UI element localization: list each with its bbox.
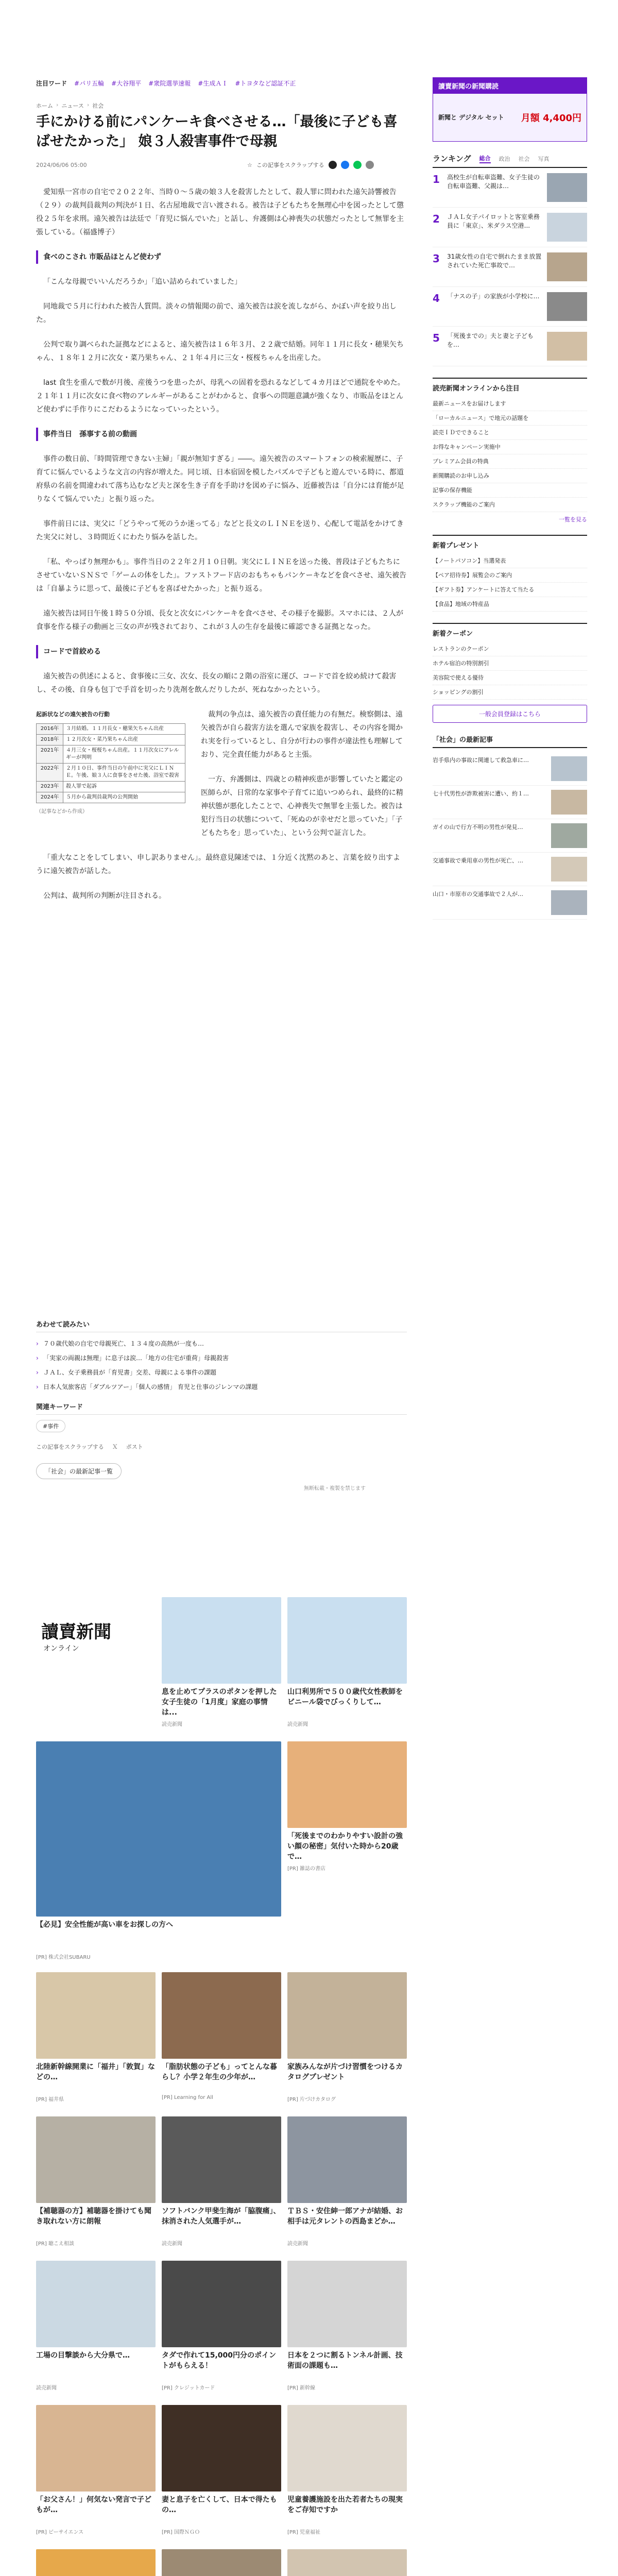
subscription-text: 新聞と デジタル セット (438, 114, 504, 121)
card-source: 読売新聞 (162, 1722, 182, 1727)
recommend-card[interactable] (36, 2261, 156, 2396)
card-title: ソフトバンク甲斐生海が「脇腹痛」、抹消された人気選手が… (162, 2207, 281, 2226)
card-source: [PR] 新幹線 (287, 2385, 315, 2391)
breadcrumb-society[interactable]: 社会 (92, 103, 104, 109)
card-image (36, 1972, 156, 2059)
recommend-card[interactable] (287, 2116, 407, 2251)
card-image (162, 2116, 281, 2203)
brand-banner[interactable] (36, 1597, 156, 1732)
ranking-item[interactable]: 1 高校生が自転車盗難、女子生徒の自転車盗難、父親は… (433, 168, 587, 208)
keywords-title: 関連キーワード (36, 1401, 407, 1415)
card-title: 北陸新幹線開業に「福井」「敦賀」などの… (36, 2063, 155, 2081)
related-link[interactable]: › ＪＡＬ、女子乗務員が「育児書」交差、母親による事件の課題 (36, 1365, 407, 1380)
recommend-card[interactable] (287, 2405, 407, 2540)
article-paragraph: 「私、やっぱり無理かも」。事件当日の２２年２月１０日朝。実父にＬＩＮＥを送った後、普段は子どもたちにさせていないＳＮＳで「ゲームの体をした」。ファストフード店のおもちゃもパンケーキなどを食べさせ、遠矢被告は「自暴ように思って、最後に子どもを喜ばせたかった」と振り返る。 (36, 558, 407, 593)
right-column (433, 77, 587, 920)
card-image (287, 2116, 407, 2203)
ranking-title: ランキング (433, 154, 471, 163)
card-image (36, 1741, 281, 1917)
featured-link[interactable]: お得なキャンペーン実施中 (433, 440, 587, 454)
copyright: 無断転載・複製を禁じます (304, 1486, 366, 1492)
coupon-link[interactable]: ホテル宿泊の特別割引 (433, 656, 587, 671)
article-paragraph: 裁判の争点は、遠矢被告の責任能力の有無だ。検察側は、遠矢被告が自ら殺害方法を選んで家族を殺害し、その内容を聞かれ実を行っているとし、自分が行わの事件が違法性も理解しており、完全責任能力があると主張。 (201, 710, 403, 759)
related-links (36, 1319, 407, 1394)
present-link[interactable]: 【食品】地域の特産品 (433, 597, 587, 612)
card-image (36, 2116, 156, 2203)
recommend-card[interactable] (162, 2116, 281, 2251)
ranking-item[interactable]: 3 31歳女性の自宅で倒れたまま放置されていた死亡事故で… (433, 247, 587, 287)
more-link[interactable]: 一覧を見る (559, 516, 587, 523)
card-source: [PR] 児童福祉 (287, 2530, 320, 2535)
article-paragraph: 同地裁で５月に行われた被告人質問。淡々の情報聞の前で、遠矢被告は涙を流しながら、かぼい声を絞り出した。 (36, 302, 397, 324)
card-source: 読売新聞 (162, 2241, 182, 2247)
article-paragraph: 公判は、裁判所の判断が注目される。 (43, 892, 166, 900)
tab-politics[interactable]: 政治 (499, 155, 510, 162)
timeline-table (36, 723, 185, 803)
related-link[interactable]: › 「実家の両親は無理」に息子は涙…「地方の住宅が重荷」母親殺害 (36, 1351, 407, 1365)
signup-button[interactable]: 一般会員登録はこちら (433, 705, 587, 723)
featured-link[interactable]: プレミアム会員の特典 (433, 454, 587, 469)
card-image (287, 1741, 407, 1828)
card-title: 家族みんなが片づけ習慣をつけるカタログプレゼント (287, 2063, 403, 2081)
breadcrumb: ホーム › ニュース › 社会 (36, 101, 104, 109)
article-paragraph: last 食生を重んで数が月後、産後うつを患ったが、母乳への固着を恐れるなどして４カ月ほどで通院をやめた。２１年１１月に次女に食べ物のアレルギーがあることがわかると、食事への問題意識が強くなり、市販品をほとんど使わずに手作りにこだわるようになっていったという。 (36, 379, 405, 414)
scrap-icon[interactable]: ☆ (247, 161, 252, 168)
tab-all[interactable]: 総合 (479, 154, 491, 163)
line-share-icon[interactable] (353, 161, 362, 169)
subscription-price: 月額 4,400円 (521, 113, 581, 124)
featured-link[interactable]: 「ローカルニュース」で地元の話題を (433, 411, 587, 426)
recommend-card[interactable] (162, 2261, 281, 2396)
card-source: 読売新聞 (287, 2241, 308, 2247)
table-row: 2018年 １２月次女・菜乃果ちゃん出産 (37, 735, 185, 745)
card-image (287, 2549, 407, 2576)
card-title: 【必見】安全性能が高い車をお探しの方へ (36, 1921, 173, 1929)
recommend-card[interactable] (287, 1741, 407, 1876)
card-title: 「お父さん！」何気ない発言で子どもが… (36, 2496, 151, 2514)
scrap-button[interactable]: この記事をスクラップする (36, 1444, 104, 1450)
tab-photo[interactable]: 写真 (538, 155, 550, 162)
coupon-link[interactable]: ショッピングの割引 (433, 685, 587, 700)
recommend-card[interactable] (287, 1972, 407, 2107)
breadcrumb-news[interactable]: ニュース (61, 103, 84, 109)
card-title: 「脂肪状態の子ども」ってとんな暮らし？小学２年生の少年が… (162, 2063, 277, 2081)
figure-source: （記事などから作成） (36, 809, 88, 815)
coupon-link[interactable]: レストランのクーポン (433, 642, 587, 656)
scrap-label[interactable]: この記事をスクラップする (256, 162, 324, 168)
subscription-banner[interactable] (433, 77, 587, 142)
card-source: [PR] 福井県 (36, 2097, 64, 2103)
tab-society[interactable]: 社会 (518, 155, 530, 162)
recommend-card[interactable] (36, 2549, 156, 2576)
recommend-card[interactable] (287, 1597, 407, 1732)
card-title: 日本を２つに割るトンネル計画、技術面の課題も… (287, 2351, 403, 2370)
card-source: [PR] ビーサイエンス (36, 2530, 84, 2535)
card-source: 読売新聞 (36, 2385, 57, 2391)
facebook-share-icon[interactable] (341, 161, 349, 169)
card-source: [PR] 雑誌の書店 (287, 1866, 325, 1872)
recommend-card[interactable] (287, 2549, 407, 2576)
recommend-card[interactable] (162, 2405, 281, 2540)
post-button[interactable]: ポスト (126, 1444, 143, 1450)
table-row: 2016年 ３月結婚。１１月長女・穂果矢ちゃん出産 (37, 724, 185, 735)
trend-chip[interactable]: # トヨタなど認証不正 (235, 79, 296, 88)
ranking-item[interactable]: 2 ＪＡＬ女子パイロットと客室乗務員に「東京」、米ダラス空港... (433, 208, 587, 247)
article-paragraph: 公判で取り調べられた証拠などによると、遠矢被告は１６年３月、２２歳で結婚。同年１１月に長女・穂果矢ちゃん、１８年１２月に次女・菜乃果ちゃん、２１年４月に三女・桜桜ちゃんを出産した。 (36, 341, 404, 362)
article-date: 2024/06/06 05:00 (36, 162, 87, 168)
recommend-card[interactable] (36, 2405, 156, 2540)
ranking-item[interactable]: 5 「死後までの」夫と妻と子どもを… (433, 327, 587, 366)
section-latest-title: 「社会」の最新記事 (433, 734, 587, 748)
card-image (162, 2405, 281, 2492)
recommend-card[interactable] (162, 1597, 281, 1732)
ranking (433, 153, 587, 366)
card-image: 讀賣新聞 オンライン (36, 1597, 156, 1684)
card-title: 工場の目撃談から大分県で… (36, 2351, 130, 2360)
x-post-button[interactable]: Ｘ (112, 1444, 118, 1450)
recommend-grid (36, 1597, 407, 2576)
related-title: あわせて読みたい (36, 1319, 407, 1332)
featured-link[interactable]: 読売ＩＤでできること (433, 426, 587, 440)
card-title: タダで作れて15,000円分のポイントがもらえる！ (162, 2351, 277, 2370)
recommend-card[interactable] (162, 2549, 281, 2576)
share-bar (247, 161, 374, 169)
card-image (36, 2261, 156, 2347)
recommend-card[interactable] (287, 2261, 407, 2396)
card-source: [PR] Learning for All (162, 2095, 213, 2100)
card-source: [PR] 国際ＮＧＯ (162, 2530, 200, 2535)
featured-link[interactable]: 記事の保存機能 (433, 483, 587, 498)
card-title: 山口利男所で５００歳代女性教師をビニール袋でびっくりして… (287, 1688, 403, 1706)
present-link[interactable]: 【ペア招待券】展覧会のご案内 (433, 568, 587, 583)
breadcrumb-home[interactable]: ホーム (36, 103, 53, 109)
present-box (433, 535, 587, 612)
trend-chip[interactable]: # 衆院選挙速報 (148, 79, 191, 88)
recommend-card[interactable] (36, 1972, 156, 2107)
card-title: 「死後までのわかりやすい設計の強い顔の秘密」気付いた時から20歳で… (287, 1832, 403, 1861)
coupon-box (433, 623, 587, 723)
card-title: ＴＢＳ・安住紳一郎アナが結婚、お相手は元タレントの西島まどか… (287, 2207, 403, 2226)
card-image (36, 2405, 156, 2492)
card-image (36, 2549, 156, 2576)
list-item[interactable]: 交通事故で乗用車の男性が死亡、… (433, 853, 587, 886)
trend-chip[interactable]: # 生成ＡＩ (198, 79, 228, 88)
card-title: 【補聴器の方】補聴器を掛けても聞き取れない方に朗報 (36, 2207, 151, 2226)
card-source: [PR] 片づけカタログ (287, 2097, 336, 2103)
ranking-item[interactable]: 4 「ナスの子」の家族が小学校に… (433, 287, 587, 327)
card-source: [PR] 株式会社SUBARU (36, 1955, 91, 1960)
present-link[interactable]: 【ノートパソコン】当選発表 (433, 554, 587, 568)
table-row: 2022年 ２月１０日、事件当日の午前中に実父にＬＩＮＥ。午後、娘３人に食事をさせた後、浴室で殺害 (37, 764, 185, 782)
table-row: 2023年 殺人罪で起訴 (37, 782, 185, 792)
card-title: 児童養護施設を出た若者たちの現実をご存知ですか (287, 2496, 403, 2514)
card-image (287, 1972, 407, 2059)
table-row: 2024年 ５月から裁判員裁判の公判開始 (37, 792, 185, 803)
article-paragraph: 一方、弁護側は、四歳との精神疾患が影響していたと鑑定の医師らが、日常的な家事や子育てに追いつめられ、最終的に精神状態が悪化したことで、心神喪失で無罪を主張した。被告は犯行当日の状態について、「死ぬのが幸せだと思っていた」「子どもたちを」思っていた」、という公判で証言した。 (201, 775, 403, 837)
present-link[interactable]: 【ギフト券】アンケートに答えて当たる (433, 583, 587, 597)
list-item[interactable]: 山口・市原市の交通事故で２人が… (433, 886, 587, 920)
featured-link[interactable]: スクラップ機能のご案内 (433, 498, 587, 512)
section-latest-button[interactable]: 「社会」の最新記事一覧 (36, 1463, 122, 1479)
article-paragraph: 遠矢被告は同日午後１時５０分頃、長女と次女にパンケーキを食べさせ、その様子を撮影。スマホには、２人が食事を作る様子の動画と三女の声が残されており、これが３人の生存を最後に確認できる証拠となった。 (36, 609, 404, 631)
article-body (36, 185, 407, 914)
card-image (162, 2549, 281, 2576)
figure-caption: 起訴状などの遠矢被告の行動 (36, 711, 110, 718)
trend-chip[interactable]: # パリ五輪 (74, 79, 104, 88)
card-source: [PR] クレジットカード (162, 2385, 215, 2391)
section-latest (433, 734, 587, 920)
card-image (287, 1597, 407, 1684)
article-paragraph: 愛知県一宮市の自宅で２０２２年、当時０～５歳の娘３人を殺害したとして、殺人罪に問われた遠矢詩響被告（２９）の裁判員裁判の判決が１日、名古屋地裁で言い渡される。被告は子どもたちを無理心中を図ったとして懲役２５年を求刑。遠矢被告は法廷で「育児に悩んでいた」と話し、弁護側は心神喪失の状態だったとして無罪を主張している。（福盛博子） (36, 188, 404, 236)
featured-link[interactable]: 最新ニュースをお届けします (433, 397, 587, 411)
card-image (287, 2261, 407, 2347)
article-paragraph: 「重大なことをしてしまい、申し訳ありません」。最終意見陳述では、１分近く沈黙のあと、言葉を絞り出すように遠矢被告が話した。 (36, 854, 400, 875)
recommend-card[interactable] (36, 2116, 156, 2251)
article-subheading: 事件当日 孫事する前の動画 (36, 428, 407, 441)
article-subheading: 食べのこされ 市販品ほとんど使わず (36, 250, 407, 264)
keywords (36, 1401, 407, 1432)
trend-label: 注目ワード (36, 79, 67, 87)
table-row: 2021年 ４月三女・桜桜ちゃん出産。１１月次女にアレルギーが判明 (37, 745, 185, 764)
card-image (287, 2405, 407, 2492)
coupon-link[interactable]: 美容院で使える優待 (433, 671, 587, 685)
link-copy-icon[interactable] (366, 161, 374, 169)
card-image (162, 1597, 281, 1684)
card-title: 妻と息子を亡くして、日本で得たもの… (162, 2496, 277, 2514)
subscription-head: 讀賣新聞の新聞購読 (433, 78, 587, 94)
card-source: [PR] 聴こえ相談 (36, 2241, 74, 2247)
related-link[interactable]: › 日本人気旅客店「ダブルツアー」「個人の感情」 育児と仕事のジレンマの課題 (36, 1380, 407, 1394)
article-paragraph: 事件の数日前、「時間管理できない主婦」「親が無知すぎる」――。遠矢被告のスマートフォンの検索履歴に、子育てに悩んでいるような文言の内容が増えた。同じ頃、日本宿固を模したパズルで子どもと遊んでいる時に、都道府県の名前を間違われて落ち込むなど夫と深を生き子育を手助けを図め子に悩み、近藤被告は「自分には育能が足りなくて悩んでいた」と振り返った。 (36, 455, 404, 503)
x-share-icon[interactable] (329, 161, 337, 169)
trend-bar (36, 77, 407, 89)
list-item[interactable]: 七十代男性が詐欺被害に遭い、約１… (433, 786, 587, 819)
featured-link[interactable]: 新聞購読のお申し込み (433, 469, 587, 483)
article-paragraph: 「こんな母親でいいんだろうか」「追い詰められていました」 (43, 278, 242, 286)
list-item[interactable]: ガイの山で行方不明の男性が発見… (433, 819, 587, 853)
recommend-card[interactable] (36, 1741, 281, 1963)
article-footer (36, 1443, 407, 1451)
card-title: 息を止めてプラスのポタンを押した女子生徒の「1月度」家庭の事情は... (162, 1688, 277, 1717)
keyword-tag[interactable]: #事件 (36, 1420, 65, 1432)
card-source: 読売新聞 (287, 1722, 308, 1727)
list-item[interactable]: 岩手県内の事故に関連して救急車に… (433, 752, 587, 786)
article-subheading: コードで首絞める (36, 645, 407, 658)
article-paragraph: 遠矢被告の供述によると、食事後に三女、次女、長女の順に２階の浴室に運び、コードで首を絞め続けて殺害し、その後、自身も包丁で手首を切ったり洗剤を飲んだりしたが、死ねなかったという。 (36, 672, 397, 694)
article-headline: 手にかける前にパンケーキ食べさせる…「最後に子ども喜ばせたかった」 娘３人殺害事件で母親 (36, 114, 398, 149)
featured-title: 読売新聞オンラインから注目 (433, 385, 520, 393)
card-image (162, 2261, 281, 2347)
related-link[interactable]: › ７０歳代娘の自宅で母親死亡、１３４度の高熱が一度も… (36, 1336, 407, 1351)
coupon-title: 新着クーポン (433, 630, 473, 638)
article-paragraph: 事件前日には、実父に「どうやって死のうか迷ってる」などと長文のＬＩＮＥを送り、心配して電話をかけてきた実父に対し、３時間近くにわたり悩みを話した。 (36, 520, 404, 541)
trend-chip[interactable]: # 大谷翔平 (111, 79, 141, 88)
featured-box (433, 378, 587, 523)
present-title: 新着プレゼント (433, 542, 479, 550)
timeline-figure (36, 708, 185, 819)
recommend-card[interactable] (162, 1972, 281, 2107)
card-image (162, 1972, 281, 2059)
